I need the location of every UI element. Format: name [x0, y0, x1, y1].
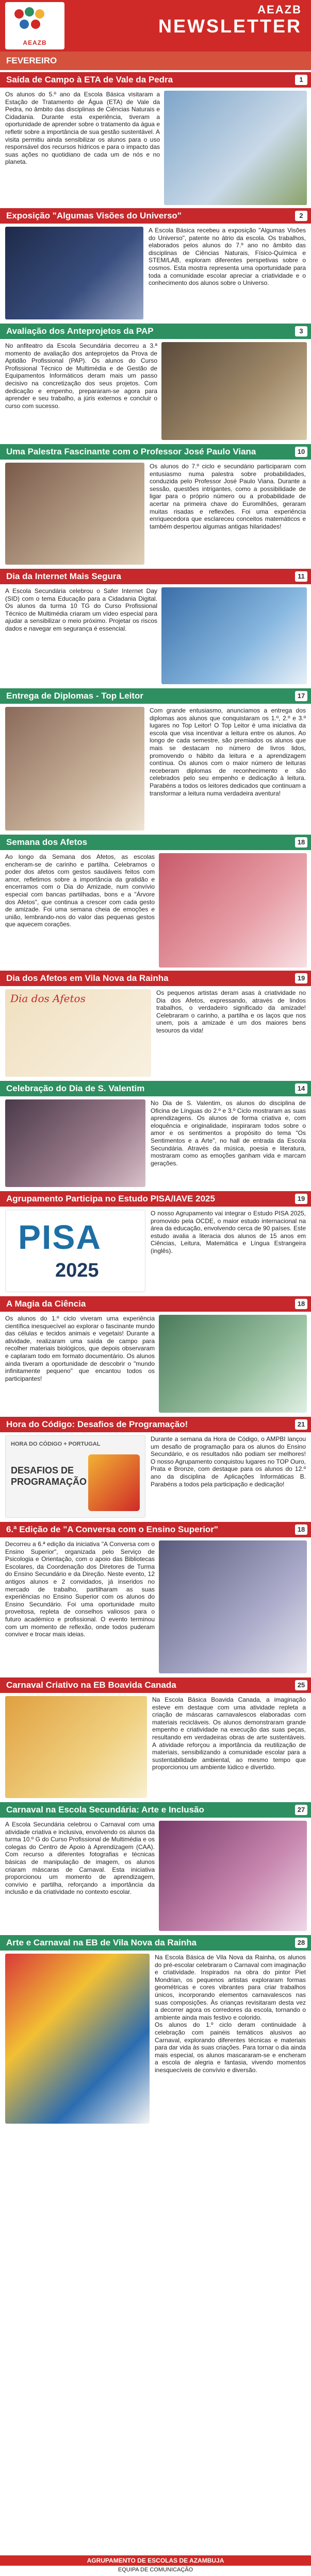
section-text: A Escola Secundária celebrou o Safer Internet Day (SID) com o tema Educação para a Cidadania Digital. Os alunos da turma 10 TG do Curso Profissional Técnico de Multimédia criaram um vídeo especial para ajudar a sensibilizar o meio próximo. Projetar os riscos dados e navegar em segurança é essencial. — [5, 587, 157, 632]
newsletter-footer — [0, 2555, 311, 2576]
section-title: Hora do Código: Desafios de Programação! — [0, 1417, 311, 1432]
photo-dia-afetos — [5, 989, 151, 1077]
section-title: 6.ª Edição de "A Conversa com o Ensino Superior" — [0, 1522, 311, 1537]
section-title: A Magia da Ciência — [0, 1296, 311, 1312]
afetos-banner-text: Dia dos Afetos — [10, 992, 86, 1005]
photo-conversa — [159, 1540, 307, 1673]
newsletter-brand — [158, 3, 302, 37]
section-number: 1 — [295, 75, 307, 85]
section-title: Exposição "Algumas Visões do Universo" — [0, 208, 311, 224]
section-title: Carnaval Criativo na EB Boavida Canada — [0, 1677, 311, 1693]
section-text: Os alunos do 5.º ano da Escola Básica visitaram a Estação de Tratamento de Água (ETA) de Vale da Pedra, no âmbito das disciplinas de Ciências Naturais e Cidadania. Durante esta experiência, tiveram a oportunidade de aprender sobre o tratamento da água e refletir sobre a importância de sua gestão sustentável. A visita permitiu ainda sensibilizar os alunos para o uso responsável dos recursos hídricos e para o impacto das suas ações no quotidiano de cada um de nós e no planeta. — [5, 91, 160, 166]
section-text: No Dia de S. Valentim, os alunos do disciplina de Oficina de Línguas do 2.º e 3.º Ciclo mostraram as suas aprendizagens. Os alunos de forma criativa e, com eloquência e originalidade, inspiraram todos sobre o amor e os sentimentos a propósito do tema "Os Sentimentos e a Arte", no hall de entrada da Escola Secundária. Através da música, poesia e literatura, mostraram como as emoções ganham vida e marcam gerações. — [151, 1099, 306, 1167]
section-conversa — [0, 1522, 311, 1676]
section-number: 14 — [295, 1083, 307, 1094]
section-text: Decorreu a 6.ª edição da iniciativa "A Conversa com o Ensino Superior", organizada pelo Serviço de Psicologia e Orientação, com o apoio das Bibliotecas Escolares, da Coordenação dos Diretores de Turma do Ensino Secundário e da Direção. Neste evento, 12 antigos alunos e 2 convidados, já inseridos no mercado de trabalho, partilharam as suas experiências no Ensino Superior com os alunos do Ensino Secundário. Foi uma oportunidade muito proveitosa, repleta de conselhos valiosos para o futuro académico e profissional. O evento terminou com um momento de reflexão, onde todos puderam conviver e trocar mais ideias. — [5, 1540, 155, 1638]
photo-valentim — [5, 1099, 145, 1187]
photo-semana-afetos — [159, 853, 307, 968]
section-number: 17 — [295, 691, 307, 701]
section-number: 19 — [295, 973, 307, 984]
section-number: 18 — [295, 837, 307, 848]
section-text: No anfiteatro da Escola Secundária decorreu a 3.ª momento de avaliação dos anteprojetos da Prova de Aptidão Profissional (PAP). Os alunos do Curso Profissional Técnico de Multimédia e de Gestão de Equipamentos Informáticos deram mais um passo decisivo na concretização dos seus projetos. Com dedicação e empenho, prepararam-se agora para aprender e seu trabalho, a júris externos e concluir o curso com sucesso. — [5, 342, 157, 410]
section-title: Saída de Campo à ETA de Vale da Pedra — [0, 72, 311, 88]
section-hora-codigo — [0, 1417, 311, 1521]
photo-pap-evaluation — [161, 342, 307, 440]
newsletter-title: NEWSLETTER — [158, 15, 302, 37]
section-number: 2 — [295, 211, 307, 221]
footer-team: EQUIPA DE COMUNICAÇÃO — [118, 2567, 193, 2573]
section-number: 27 — [295, 1805, 307, 1815]
section-title: Semana dos Afetos — [0, 835, 311, 850]
section-carnaval-boavida — [0, 1677, 311, 1801]
section-title: Uma Palestra Fascinante com o Professor José Paulo Viana — [0, 444, 311, 460]
newsletter-header — [0, 0, 311, 52]
section-palestra — [0, 444, 311, 568]
month-title: FEVEREIRO — [0, 52, 311, 70]
section-text: O nosso Agrupamento vai integrar o Estudo PISA 2025, promovido pela OCDE, o maior estudo internacional na área da educação, envolvendo cerca de 90 países. Este estudo avalia a literacia dos alunos de 15 anos em Ciências, Leitura, Matemática e Língua Estrangeira (inglês). — [151, 1210, 306, 1255]
section-exposicao — [0, 208, 311, 323]
section-number: 21 — [295, 1419, 307, 1430]
section-number: 11 — [295, 571, 307, 582]
section-number: 10 — [295, 447, 307, 457]
section-number: 25 — [295, 1680, 307, 1690]
hora-codigo-label: HORA DO CÓDIGO + PORTUGAL — [11, 1441, 101, 1447]
section-arte-carnaval — [0, 1935, 311, 2553]
section-eta — [0, 72, 311, 207]
photo-arte-carnaval — [5, 1954, 150, 2124]
section-text: Durante a semana da Hora de Código, o AMPBI lançou um desafio de programação para os alunos do Ensino Secundário, e os resultados não podiam ser melhores! O nosso Agrupamento conquistou lugares no TOP Ouro, Prata e Bronze, com destaque para os alunos do 12.º ano da disciplina de Aplicações Informáticas B. Parabéns a todos pela participação e dedicação! — [151, 1435, 306, 1488]
school-logo — [5, 2, 64, 49]
section-number: 18 — [295, 1299, 307, 1309]
photo-magia-ciencia — [159, 1315, 307, 1413]
hora-codigo-poster — [5, 1435, 145, 1518]
section-internet — [0, 569, 311, 687]
section-text: Os alunos do 1.º ciclo viveram uma experiência científica inesquecível ao explorar o fascinante mundo das células e tecidos animais e vegetais! Durante a atividade, realizaram uma saída de campo para recolher materiais biológicos, que depois observaram e caplaram todo em formato documentário. Os alunos ainda tiveram a oportunidade de descobrir o "mundo infinitamente pequeno" que encantou todos os participantes! — [5, 1315, 155, 1382]
section-number: 19 — [295, 1194, 307, 1204]
section-text: Os alunos do 7.º ciclo e secundário participaram com entusiasmo numa palestra sobre probabilidades, conduzida pelo Professor José Paulo Viana. Durante a sessão, questões intrigantes, como a possibilidade de ligar para o próprio número ou a probabilidade de acertar na primeira chave do Euromilhões, geraram muitas risadas e reflexões. Foi uma experiência enriquecedora que esclareceu conceitos matemáticos e também despertou algumas antigas hilaridades! — [150, 463, 306, 530]
section-title: Dia dos Afetos em Vila Nova da Rainha — [0, 971, 311, 986]
pisa-word: PISA — [18, 1218, 102, 1256]
section-number: 28 — [295, 1938, 307, 1948]
section-title: Celebração do Dia de S. Valentim — [0, 1081, 311, 1096]
section-text: A Escola Secundária celebrou o Carnaval com uma atividade criativa e inclusiva, envolvendo os alunos da turma 10.º G do Curso Profissional de Multimédia e os colegas do Centro de Apoio à Aprendizagem (CAA). Com recurso a diferentes fotografias e técnicas básicas de manipulação de imagem, os alunos criaram máscaras de Carnaval. Esta iniciativa proporcionou um momento de aprendizagem, convívio e partilha, reforçando a importância da inclusão e da criatividade no contexto escolar. — [5, 1821, 155, 1896]
section-carnaval-secundaria — [0, 1802, 311, 1934]
section-text: Os pequenos artistas deram asas à criatividade no Dia dos Afetos, expressando, através de lindos trabalhos, o verdadeiro significado da amizade! Celebraram o carinho, a partilha e os laços que nos unem, pois a amizade é um dos maiores bens tesouros da vida! — [156, 989, 306, 1034]
section-text: Ao longo da Semana dos Afetos, as escolas encheram-se de carinho e partilha. Celebramos o poder dos afetos com gestos saudáveis feitos com amor, refletimos sobre a importância da gratidão e encerramos com o Dia do Amizade, num convívio especial com bancas partilhadas, bons e a "Árvore dos Afetos", que continua a crescer com cada gesto de amizade. Foi uma semana cheia de emoções e união, lembrando-nos do valor das pequenas gestos que aquecem corações. — [5, 853, 155, 928]
photo-safer-internet — [161, 587, 307, 684]
section-dia-afetos — [0, 971, 311, 1080]
section-pisa — [0, 1191, 311, 1295]
school-code: AEAZB — [257, 3, 302, 16]
section-text: A Escola Básica recebeu a exposição "Algumas Visões do Universo", patente no átrio da escola. Os trabalhos, elaborados pelos alunos do 7.º ano no âmbito das disciplinas de Ciências Naturais, Físico-Química e STEM/LAB, exploram diferentes perspetivas sobre o cosmos. Esta mostra representa uma oportunidade para toda a comunidade escolar apreciar a criatividade e o conhecimento dos alunos sobre o Universo. — [149, 227, 306, 287]
section-title: Entrega de Diplomas - Top Leitor — [0, 688, 311, 704]
footer-school-name: AGRUPAMENTO DE ESCOLAS DE AZAMBUJA — [0, 2555, 311, 2566]
section-title: Carnaval na Escola Secundária: Arte e Inclusão — [0, 1802, 311, 1818]
photo-carnaval-boavida — [5, 1696, 147, 1798]
photo-eta-visit — [164, 91, 307, 205]
section-text: Com grande entusiasmo, anunciamos a entrega dos diplomas aos alunos que conquistaram os 1.º, 2.º e 3.º lugares no Top Leitor! O Top Leitor é uma iniciativa da escola que visa incentivar a leitura entre os alunos. Ao longo de cada semestre, são premiados os alunos que mais se destacam no número de livros lidos, promovendo o hábito da leitura e a aprendizagem contínua. Os alunos com o maior número de leituras receberam diplomas de reconhecimento e são celebrados pelo seu empenho e dedicação à leitura. Parabéns a todos os leitores dedicados que continuam a transformar a leitura numa verdadeira aventura! — [150, 707, 306, 797]
photo-top-leitor — [5, 707, 144, 831]
section-title: Arte e Carnaval na EB de Vila Nova da Rainha — [0, 1935, 311, 1951]
photo-carnaval-secundaria — [159, 1821, 307, 1931]
section-number: 18 — [295, 1524, 307, 1535]
section-top-leitor — [0, 688, 311, 834]
photo-palestra — [5, 463, 144, 565]
section-text: Na Escola Básica Boavida Canada, a imaginação esteve em destaque com uma atividade repleta a criação de máscaras carnavalescos elaboradas com materiais recicláveis. Os alunos demonstraram grande empenho e criatividade na execução das suas peças, resultando em verdadeiras obras de arte sustentáveis. A atividade reforçou a importância da reutilização de materiais, sensibilizando a comunidade escolar para a sustentabilidade ambiental, ao mesmo tempo que proporcionou um ambiente lúdico e divertido. — [152, 1696, 306, 1771]
section-title: Avaliação dos Anteprojetos da PAP — [0, 324, 311, 339]
section-title: Dia da Internet Mais Segura — [0, 569, 311, 584]
section-semana-afetos — [0, 835, 311, 970]
section-title: Agrupamento Participa no Estudo PISA/IAVE 2025 — [0, 1191, 311, 1207]
photo-universe-exhibition — [5, 227, 143, 319]
logo-mark-icon — [14, 7, 55, 33]
logo-text: AEAZB — [23, 39, 47, 46]
section-text: Na Escola Básica de Vila Nova da Rainha, os alunos do pré-escolar celebraram o Carnaval com imaginação e criatividade. Inspirados na obra do pintor Piet Mondrian, os pequenos artistas exploraram formas geométricas e cores vibrantes para criar trabalhos únicos, incorporando elementos carnavalescos nas suas composições. Às crianças revisitaram desta vez a decorrer agora os corredores da escola, tornando o ambiente ainda mais festivo e colorido. Os alunos do 1.º ciclo deram continuidade à celebração com painéis temáticos alusivos ao Carnaval, explorando diferentes técnicas e materiais para dar vida às suas criações. Para tornar o dia ainda mais especial, os alunos mascararam-se e encheram a escola de alegria e fantasia, vivendo momentos inesquecíveis de convívio e diversão. — [155, 1954, 306, 2074]
hora-codigo-graphic-icon — [88, 1454, 140, 1511]
section-valentim — [0, 1081, 311, 1190]
pisa-year: 2025 — [55, 1260, 99, 1281]
section-pap — [0, 324, 311, 443]
hora-codigo-title: DESAFIOS DE PROGRAMAÇÃO — [11, 1465, 87, 1487]
section-magia-ciencia — [0, 1296, 311, 1416]
pisa-logo — [5, 1210, 145, 1292]
section-number: 3 — [295, 326, 307, 336]
